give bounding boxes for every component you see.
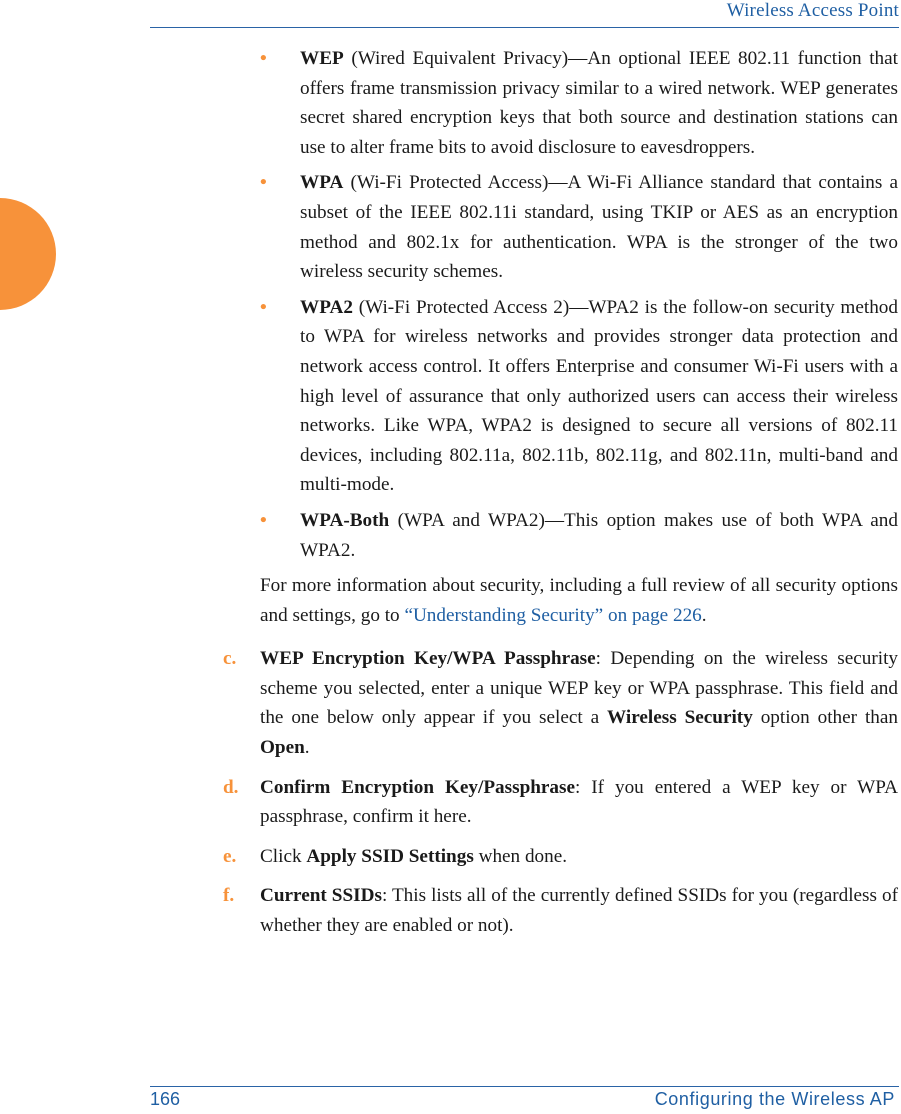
step-bold: Open bbox=[260, 737, 305, 759]
step-c bbox=[223, 644, 898, 762]
bullet-term: WPA bbox=[300, 172, 344, 194]
bullet-item-wep bbox=[260, 44, 898, 162]
step-text: when done. bbox=[473, 845, 568, 867]
step-text: : Depending on the wireless security scheme you selected, enter a unique WEP key or WPA passphrase. This field and the one below only appear if you select a bbox=[260, 648, 898, 729]
step-letter: d. bbox=[223, 776, 239, 798]
step-text: . bbox=[304, 737, 310, 759]
step-letter: e. bbox=[223, 845, 237, 867]
header-rule bbox=[150, 27, 899, 28]
bullet-icon: • bbox=[260, 48, 267, 69]
bullet-text: (Wi-Fi Protected Access 2)—WPA2 is the follow-on security method to WPA for wireless networks and provides stronger data protection and network access control. It offers Enterprise and consumer Wi-Fi users with a high level of assurance that only authorized users can access their wireless networks. Like WPA, WPA2 is designed to secure all versions of 802.11 devices, including 802.11a, 802.11b, 802.11g, and 802.11n, multi-band and multi-mode. bbox=[300, 296, 898, 496]
page-content bbox=[223, 44, 898, 941]
step-text: option other than bbox=[752, 707, 898, 729]
bullet-icon: • bbox=[260, 296, 267, 318]
step-letter: f. bbox=[223, 885, 235, 907]
bullet-text: (WPA and WPA2)—This option makes use of both WPA and WPA2. bbox=[300, 509, 898, 561]
step-term: Confirm Encryption Key/Passphrase bbox=[260, 776, 576, 798]
chapter-tab-marker bbox=[0, 198, 56, 310]
step-d bbox=[223, 773, 898, 832]
bullet-term: WPA-Both bbox=[300, 509, 390, 531]
bullet-text: (Wi-Fi Protected Access)—A Wi-Fi Alliance standard that contains a subset of the IEEE 802.11i standard, using TKIP or AES as an encryption method and 802.1x for authentication. WPA is the stronger of the two wireless security schemes. bbox=[300, 172, 898, 283]
step-term: WEP Encryption Key/WPA Passphrase bbox=[260, 648, 596, 670]
bullet-item-wpa-both bbox=[260, 506, 898, 565]
security-info-paragraph bbox=[260, 571, 898, 630]
understanding-security-link[interactable]: “Understanding Security” on page 226 bbox=[404, 604, 702, 626]
step-f bbox=[223, 881, 898, 940]
step-bold: Wireless Security bbox=[607, 707, 753, 729]
step-e bbox=[223, 842, 898, 872]
bullet-icon: • bbox=[260, 509, 267, 531]
step-term: Current SSIDs bbox=[260, 885, 382, 907]
step-term: Apply SSID Settings bbox=[306, 845, 474, 867]
info-text-after: . bbox=[701, 604, 707, 626]
step-text: Click bbox=[260, 845, 307, 867]
footer-section-title: Configuring the Wireless AP bbox=[654, 1089, 895, 1109]
running-header-title: Wireless Access Point bbox=[726, 0, 899, 21]
info-text-before: For more information about security, including a full review of all security options and settings, go to bbox=[260, 575, 898, 626]
step-text: : If you entered a WEP key or WPA passphrase, confirm it here. bbox=[260, 776, 898, 828]
bullet-term: WPA2 bbox=[300, 296, 353, 318]
step-text: : This lists all of the currently defined SSIDs for you (regardless of whether they are enabled or not). bbox=[260, 885, 898, 937]
page-number: 166 bbox=[150, 1089, 181, 1109]
bullet-term: WEP bbox=[300, 48, 344, 69]
step-letter: c. bbox=[223, 648, 237, 670]
footer-rule bbox=[150, 1086, 899, 1087]
bullet-icon: • bbox=[260, 172, 267, 194]
bullet-text: (Wired Equivalent Privacy)—An optional IEEE 802.11 function that offers frame transmission privacy similar to a wired network. WEP generates secret shared encryption keys that both source and destination stations can use to alter frame bits to avoid disclosure to eavesdroppers. bbox=[300, 48, 898, 158]
bullet-item-wpa bbox=[260, 168, 898, 286]
bullet-item-wpa2 bbox=[260, 293, 898, 500]
